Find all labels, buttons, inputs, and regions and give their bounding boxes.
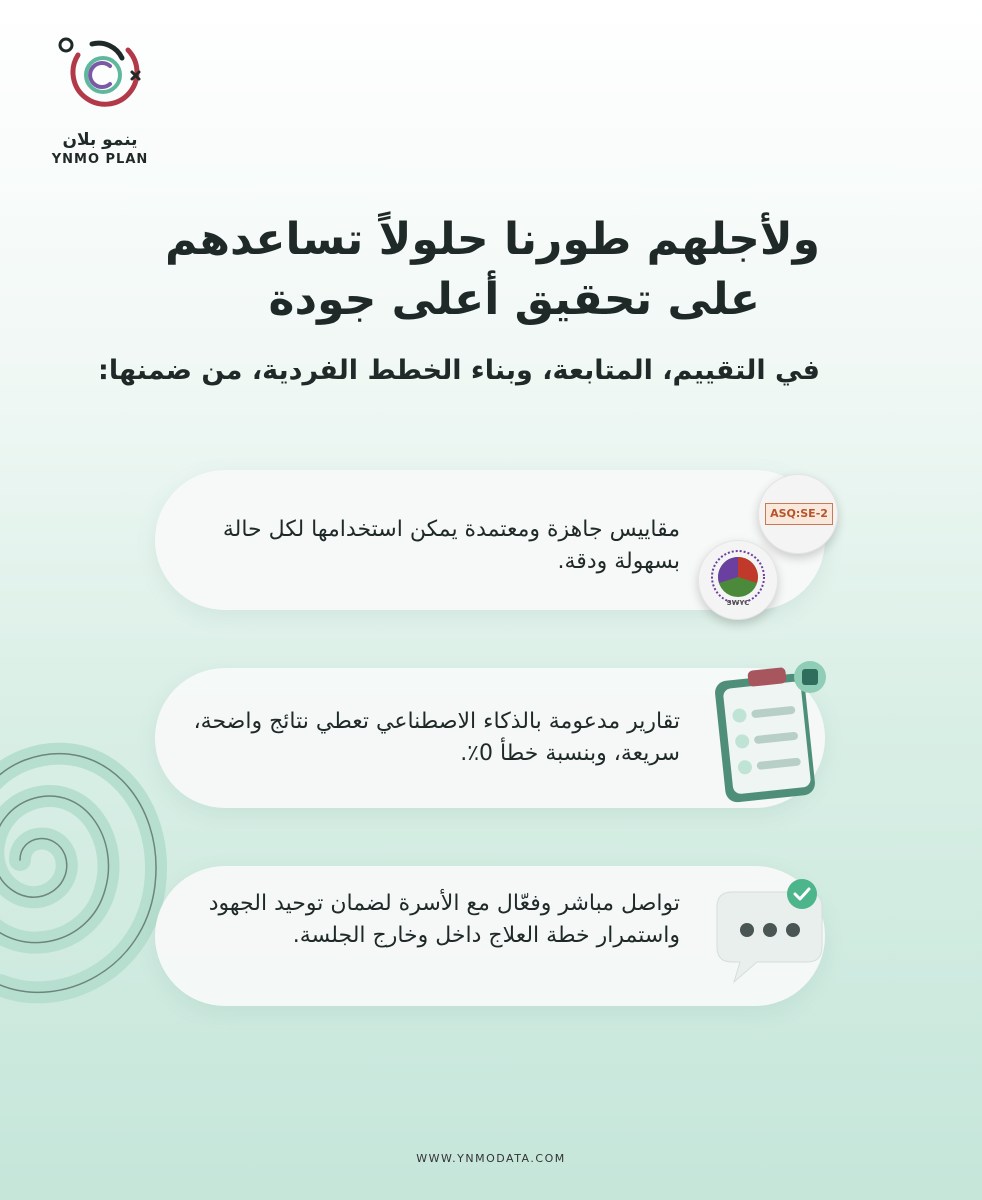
footer-website: WWW.YNMODATA.COM xyxy=(416,1152,566,1165)
asq-se2-label: ASQ:SE-2 xyxy=(765,503,833,525)
card-3-text: تواصل مباشر وفعّال مع الأسرة لضمان توحيد الجهود واستمرار خطة العلاج داخل وخارج الجلسة. xyxy=(208,891,680,948)
title-line-1: ولأجلهم طورنا حلولاً تساعدهم xyxy=(164,214,820,265)
page-title xyxy=(100,210,820,330)
card-1-text: مقاييس جاهزة ومعتمدة يمكن استخدامها لكل حالة بسهولة ودقة. xyxy=(222,517,680,574)
logo-english-text: YNMO PLAN xyxy=(51,152,149,167)
title-line-2: على تحقيق أعلى جودة xyxy=(268,274,760,325)
clipboard-checklist-icon xyxy=(712,655,842,805)
swyc-badge-icon xyxy=(698,540,778,620)
swyc-pie-icon xyxy=(699,541,777,619)
brand-logo xyxy=(50,30,160,165)
chat-bubble-check-icon xyxy=(712,872,842,987)
subtitle: في التقييم، المتابعة، وبناء الخطط الفردية، من ضمنها: xyxy=(98,355,820,386)
logo-mark-icon xyxy=(58,30,148,125)
logo-arabic-text: ينمو بلان xyxy=(62,130,138,150)
card-2-text: تقارير مدعومة بالذكاء الاصطناعي تعطي نتائج واضحة، سريعة، وبنسبة خطأ 0٪. xyxy=(193,709,680,766)
swyc-label: SWYC xyxy=(726,599,750,607)
